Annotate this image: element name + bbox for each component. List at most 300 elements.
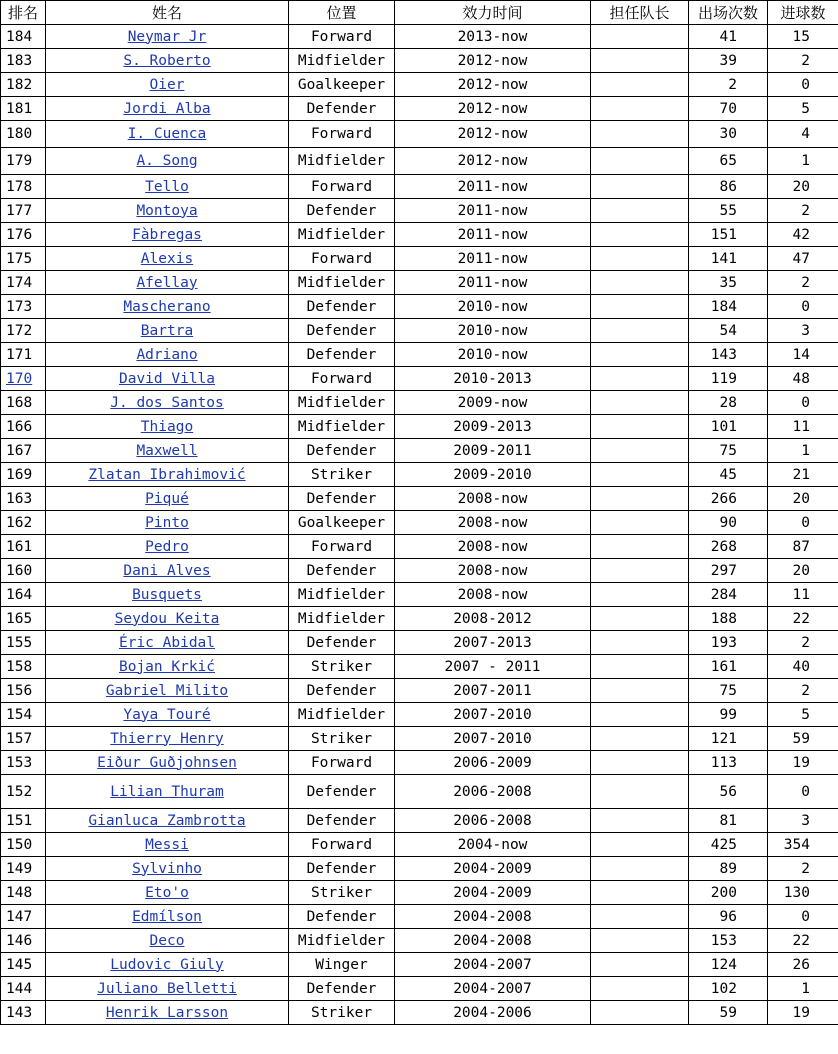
- cell-player-name: [46, 809, 289, 833]
- cell-position: Defender: [289, 319, 395, 343]
- cell-appearances: 96: [689, 905, 768, 929]
- cell-rank-link[interactable]: 170: [6, 370, 33, 387]
- cell-player-name: [46, 1001, 289, 1025]
- cell-rank: 145: [1, 953, 46, 977]
- cell-rank: 161: [1, 535, 46, 559]
- table-row: [1, 97, 838, 121]
- cell-period: 2007-2011: [395, 679, 591, 703]
- cell-period: 2004-2007: [395, 953, 591, 977]
- table-row: [1, 953, 838, 977]
- cell-goals: 2: [768, 49, 838, 73]
- cell-player-name-link[interactable]: Busquets: [132, 586, 202, 603]
- cell-player-name: [46, 73, 289, 97]
- cell-goals: 11: [768, 583, 838, 607]
- cell-period: 2011-now: [395, 199, 591, 223]
- cell-player-name-link[interactable]: Piqué: [145, 490, 189, 507]
- cell-position: Defender: [289, 487, 395, 511]
- cell-captain: [591, 833, 689, 857]
- cell-captain: [591, 953, 689, 977]
- cell-player-name: [46, 881, 289, 905]
- cell-player-name-link[interactable]: Yaya Touré: [123, 706, 211, 723]
- cell-appearances: 101: [689, 415, 768, 439]
- cell-rank: 154: [1, 703, 46, 727]
- table-row: [1, 809, 838, 833]
- cell-player-name: [46, 223, 289, 247]
- cell-captain: [591, 199, 689, 223]
- cell-player-name-link[interactable]: Deco: [149, 932, 185, 949]
- cell-rank: 179: [1, 148, 46, 175]
- table-row: [1, 929, 838, 953]
- cell-player-name-link[interactable]: Bartra: [140, 322, 194, 339]
- cell-period: 2008-now: [395, 535, 591, 559]
- cell-rank: 172: [1, 319, 46, 343]
- table-row: [1, 121, 838, 148]
- cell-player-name: [46, 511, 289, 535]
- cell-appearances: 86: [689, 175, 768, 199]
- cell-period: 2008-now: [395, 559, 591, 583]
- cell-captain: [591, 25, 689, 49]
- table-row: [1, 559, 838, 583]
- cell-period: 2011-now: [395, 247, 591, 271]
- table-row: [1, 271, 838, 295]
- cell-captain: [591, 367, 689, 391]
- cell-captain: [591, 148, 689, 175]
- cell-rank: 147: [1, 905, 46, 929]
- cell-captain: [591, 751, 689, 775]
- cell-captain: [591, 121, 689, 148]
- cell-appearances: 200: [689, 881, 768, 905]
- cell-period: 2007-2013: [395, 631, 591, 655]
- table-row: [1, 415, 838, 439]
- cell-rank: 173: [1, 295, 46, 319]
- table-row: [1, 319, 838, 343]
- cell-rank: 183: [1, 49, 46, 73]
- cell-goals: 47: [768, 247, 838, 271]
- cell-player-name-link[interactable]: Juliano Belletti: [97, 980, 237, 997]
- cell-player-name-link[interactable]: Fàbregas: [132, 226, 202, 243]
- cell-captain: [591, 679, 689, 703]
- cell-period: 2004-2008: [395, 929, 591, 953]
- cell-goals: 59: [768, 727, 838, 751]
- cell-player-name-link[interactable]: Eiður Guðjohnsen: [97, 754, 237, 771]
- cell-position: Forward: [289, 833, 395, 857]
- cell-period: 2006-2008: [395, 775, 591, 809]
- cell-captain: [591, 223, 689, 247]
- cell-appearances: 56: [689, 775, 768, 809]
- cell-captain: [591, 977, 689, 1001]
- cell-position: Midfielder: [289, 703, 395, 727]
- cell-goals: 19: [768, 1001, 838, 1025]
- cell-player-name: [46, 97, 289, 121]
- cell-captain: [591, 73, 689, 97]
- cell-position: Defender: [289, 439, 395, 463]
- cell-appearances: 70: [689, 97, 768, 121]
- table-row: [1, 463, 838, 487]
- cell-player-name-link[interactable]: Mascherano: [123, 298, 211, 315]
- cell-goals: 22: [768, 929, 838, 953]
- cell-period: 2007-2010: [395, 727, 591, 751]
- cell-rank: 175: [1, 247, 46, 271]
- cell-appearances: 193: [689, 631, 768, 655]
- cell-position: Midfielder: [289, 49, 395, 73]
- cell-captain: [591, 631, 689, 655]
- table-body: [1, 25, 838, 1025]
- cell-position: Midfielder: [289, 583, 395, 607]
- cell-position: Midfielder: [289, 929, 395, 953]
- cell-goals: 5: [768, 703, 838, 727]
- cell-player-name: [46, 535, 289, 559]
- cell-player-name-link[interactable]: I. Cuenca: [127, 126, 207, 142]
- cell-player-name: [46, 905, 289, 929]
- cell-captain: [591, 775, 689, 809]
- cell-period: 2004-now: [395, 833, 591, 857]
- cell-position: Defender: [289, 97, 395, 121]
- cell-period: 2004-2009: [395, 881, 591, 905]
- cell-goals: 2: [768, 631, 838, 655]
- cell-period: 2008-now: [395, 511, 591, 535]
- cell-captain: [591, 535, 689, 559]
- cell-captain: [591, 511, 689, 535]
- cell-captain: [591, 929, 689, 953]
- cell-player-name-link[interactable]: Eto'o: [145, 884, 189, 901]
- cell-rank: [1, 367, 46, 391]
- cell-player-name: [46, 857, 289, 881]
- header-appearances: 出场次数: [689, 1, 768, 25]
- cell-goals: 26: [768, 953, 838, 977]
- cell-appearances: 266: [689, 487, 768, 511]
- cell-goals: 4: [768, 121, 838, 148]
- cell-captain: [591, 343, 689, 367]
- cell-position: Defender: [289, 631, 395, 655]
- cell-player-name-link[interactable]: Ludovic Giuly: [110, 956, 224, 973]
- cell-rank: 174: [1, 271, 46, 295]
- cell-player-name: [46, 655, 289, 679]
- cell-goals: 2: [768, 679, 838, 703]
- cell-player-name-link[interactable]: S. Roberto: [123, 52, 211, 69]
- cell-position: Goalkeeper: [289, 73, 395, 97]
- cell-player-name-link[interactable]: Pedro: [145, 538, 189, 555]
- header-row: [1, 1, 838, 25]
- cell-player-name: [46, 271, 289, 295]
- cell-goals: 3: [768, 809, 838, 833]
- cell-rank: 157: [1, 727, 46, 751]
- cell-rank: 163: [1, 487, 46, 511]
- cell-captain: [591, 49, 689, 73]
- cell-player-name-link[interactable]: Sylvinho: [132, 860, 202, 877]
- cell-player-name-link[interactable]: Henrik Larsson: [105, 1004, 229, 1021]
- cell-position: Striker: [289, 727, 395, 751]
- cell-player-name: [46, 367, 289, 391]
- cell-player-name-link[interactable]: Gabriel Milito: [105, 682, 229, 699]
- cell-appearances: 81: [689, 809, 768, 833]
- cell-position: Midfielder: [289, 607, 395, 631]
- cell-goals: 0: [768, 775, 838, 809]
- cell-rank: 148: [1, 881, 46, 905]
- cell-captain: [591, 881, 689, 905]
- cell-appearances: 121: [689, 727, 768, 751]
- cell-player-name: [46, 319, 289, 343]
- cell-captain: [591, 559, 689, 583]
- cell-rank: 158: [1, 655, 46, 679]
- table-row: [1, 148, 838, 175]
- cell-period: 2008-now: [395, 583, 591, 607]
- cell-period: 2010-now: [395, 295, 591, 319]
- cell-player-name: [46, 679, 289, 703]
- cell-player-name: [46, 175, 289, 199]
- cell-player-name: [46, 703, 289, 727]
- cell-period: 2009-now: [395, 391, 591, 415]
- header-name: 姓名: [46, 1, 289, 25]
- cell-period: 2004-2009: [395, 857, 591, 881]
- cell-goals: 87: [768, 535, 838, 559]
- table-row: [1, 583, 838, 607]
- cell-period: 2008-2012: [395, 607, 591, 631]
- cell-captain: [591, 1001, 689, 1025]
- table-row: [1, 655, 838, 679]
- cell-captain: [591, 703, 689, 727]
- cell-goals: 40: [768, 655, 838, 679]
- cell-appearances: 41: [689, 25, 768, 49]
- cell-period: 2007-2010: [395, 703, 591, 727]
- cell-period: 2011-now: [395, 271, 591, 295]
- cell-rank: 181: [1, 97, 46, 121]
- cell-period: 2012-now: [395, 73, 591, 97]
- header-goals: 进球数: [768, 1, 838, 25]
- cell-player-name: [46, 775, 289, 809]
- cell-player-name: [46, 487, 289, 511]
- cell-goals: 130: [768, 881, 838, 905]
- cell-period: 2009-2010: [395, 463, 591, 487]
- cell-captain: [591, 175, 689, 199]
- cell-goals: 0: [768, 391, 838, 415]
- cell-captain: [591, 905, 689, 929]
- table-row: [1, 511, 838, 535]
- cell-period: 2004-2008: [395, 905, 591, 929]
- cell-player-name: [46, 833, 289, 857]
- cell-rank: 167: [1, 439, 46, 463]
- cell-period: 2007 - 2011: [395, 655, 591, 679]
- header-rank: 排名: [1, 1, 46, 25]
- cell-appearances: 425: [689, 833, 768, 857]
- cell-captain: [591, 607, 689, 631]
- cell-rank: 152: [1, 775, 46, 809]
- cell-rank: 171: [1, 343, 46, 367]
- table-row: [1, 751, 838, 775]
- cell-rank: 151: [1, 809, 46, 833]
- cell-goals: 22: [768, 607, 838, 631]
- cell-period: 2010-now: [395, 319, 591, 343]
- cell-appearances: 161: [689, 655, 768, 679]
- cell-position: Forward: [289, 247, 395, 271]
- cell-position: Defender: [289, 343, 395, 367]
- cell-rank: 155: [1, 631, 46, 655]
- cell-appearances: 75: [689, 439, 768, 463]
- cell-position: Forward: [289, 535, 395, 559]
- cell-position: Defender: [289, 977, 395, 1001]
- cell-rank: 180: [1, 121, 46, 148]
- cell-player-name-link[interactable]: Zlatan Ibrahimović: [88, 466, 246, 483]
- cell-appearances: 268: [689, 535, 768, 559]
- cell-player-name: [46, 559, 289, 583]
- cell-player-name-link[interactable]: David Villa: [118, 370, 216, 387]
- cell-player-name-link[interactable]: J. dos Santos: [110, 394, 224, 411]
- cell-period: 2004-2006: [395, 1001, 591, 1025]
- cell-period: 2012-now: [395, 49, 591, 73]
- cell-rank: 165: [1, 607, 46, 631]
- cell-player-name: [46, 953, 289, 977]
- cell-goals: 11: [768, 415, 838, 439]
- cell-period: 2011-now: [395, 175, 591, 199]
- cell-rank: 150: [1, 833, 46, 857]
- cell-captain: [591, 391, 689, 415]
- cell-goals: 1: [768, 977, 838, 1001]
- cell-period: 2006-2009: [395, 751, 591, 775]
- cell-period: 2009-2011: [395, 439, 591, 463]
- cell-position: Defender: [289, 905, 395, 929]
- cell-player-name-link[interactable]: Bojan Krkić: [118, 658, 216, 675]
- table-row: [1, 175, 838, 199]
- cell-appearances: 30: [689, 121, 768, 148]
- table-row: [1, 439, 838, 463]
- cell-player-name-link[interactable]: Maxwell: [136, 442, 198, 459]
- cell-goals: 14: [768, 343, 838, 367]
- cell-player-name-link[interactable]: A. Song: [136, 153, 198, 169]
- cell-player-name-link[interactable]: Thiago: [140, 418, 194, 435]
- cell-goals: 15: [768, 25, 838, 49]
- table-row: [1, 881, 838, 905]
- cell-player-name-link[interactable]: Gianluca Zambrotta: [88, 812, 246, 829]
- cell-player-name-link[interactable]: Montoya: [136, 202, 198, 219]
- cell-rank: 164: [1, 583, 46, 607]
- cell-appearances: 184: [689, 295, 768, 319]
- cell-appearances: 124: [689, 953, 768, 977]
- cell-appearances: 99: [689, 703, 768, 727]
- header-captain: 担任队长: [591, 1, 689, 25]
- cell-player-name-link[interactable]: Oier: [149, 76, 185, 93]
- cell-player-name-link[interactable]: Alexis: [140, 250, 194, 267]
- cell-position: Defender: [289, 809, 395, 833]
- cell-appearances: 297: [689, 559, 768, 583]
- cell-period: 2008-now: [395, 487, 591, 511]
- cell-position: Defender: [289, 857, 395, 881]
- cell-period: 2012-now: [395, 97, 591, 121]
- cell-position: Winger: [289, 953, 395, 977]
- cell-player-name-link[interactable]: Jordi Alba: [123, 100, 211, 117]
- cell-captain: [591, 295, 689, 319]
- cell-player-name: [46, 49, 289, 73]
- cell-goals: 5: [768, 97, 838, 121]
- cell-goals: 0: [768, 511, 838, 535]
- cell-captain: [591, 247, 689, 271]
- cell-goals: 20: [768, 175, 838, 199]
- cell-player-name-link[interactable]: Tello: [145, 178, 189, 195]
- cell-goals: 1: [768, 148, 838, 175]
- cell-captain: [591, 809, 689, 833]
- cell-position: Midfielder: [289, 271, 395, 295]
- table-row: [1, 247, 838, 271]
- table-row: [1, 679, 838, 703]
- cell-goals: 42: [768, 223, 838, 247]
- table-row: [1, 727, 838, 751]
- cell-rank: 156: [1, 679, 46, 703]
- cell-goals: 20: [768, 487, 838, 511]
- cell-player-name: [46, 247, 289, 271]
- cell-appearances: 141: [689, 247, 768, 271]
- cell-appearances: 39: [689, 49, 768, 73]
- cell-period: 2004-2007: [395, 977, 591, 1001]
- cell-player-name-link[interactable]: Dani Alves: [123, 562, 211, 579]
- cell-player-name-link[interactable]: Pinto: [145, 514, 189, 531]
- cell-captain: [591, 463, 689, 487]
- cell-goals: 21: [768, 463, 838, 487]
- cell-player-name-link[interactable]: Seydou Keita: [114, 610, 220, 627]
- cell-period: 2012-now: [395, 121, 591, 148]
- cell-appearances: 284: [689, 583, 768, 607]
- cell-position: Forward: [289, 121, 395, 148]
- cell-goals: 20: [768, 559, 838, 583]
- cell-position: Defender: [289, 679, 395, 703]
- table-row: [1, 703, 838, 727]
- cell-position: Midfielder: [289, 223, 395, 247]
- cell-appearances: 75: [689, 679, 768, 703]
- table-row: [1, 391, 838, 415]
- cell-position: Forward: [289, 25, 395, 49]
- cell-player-name-link[interactable]: Edmílson: [132, 908, 202, 925]
- cell-player-name-link[interactable]: Messi: [145, 836, 189, 853]
- table-row: [1, 535, 838, 559]
- cell-appearances: 65: [689, 148, 768, 175]
- table-row: [1, 295, 838, 319]
- cell-position: Forward: [289, 175, 395, 199]
- cell-player-name-link[interactable]: Thierry Henry: [110, 730, 224, 747]
- cell-appearances: 113: [689, 751, 768, 775]
- cell-player-name: [46, 439, 289, 463]
- cell-player-name: [46, 727, 289, 751]
- cell-player-name-link[interactable]: Lilian Thuram: [110, 783, 224, 800]
- cell-appearances: 119: [689, 367, 768, 391]
- cell-player-name: [46, 295, 289, 319]
- cell-position: Defender: [289, 199, 395, 223]
- cell-player-name: [46, 391, 289, 415]
- cell-appearances: 102: [689, 977, 768, 1001]
- cell-appearances: 59: [689, 1001, 768, 1025]
- cell-rank: 146: [1, 929, 46, 953]
- cell-period: 2013-now: [395, 25, 591, 49]
- cell-position: Striker: [289, 1001, 395, 1025]
- cell-rank: 149: [1, 857, 46, 881]
- table-row: [1, 367, 838, 391]
- cell-captain: [591, 97, 689, 121]
- cell-appearances: 28: [689, 391, 768, 415]
- cell-captain: [591, 319, 689, 343]
- cell-rank: 168: [1, 391, 46, 415]
- cell-player-name-link[interactable]: Neymar Jr: [127, 28, 207, 45]
- cell-position: Midfielder: [289, 415, 395, 439]
- cell-position: Midfielder: [289, 391, 395, 415]
- cell-rank: 153: [1, 751, 46, 775]
- table-row: [1, 607, 838, 631]
- cell-rank: 184: [1, 25, 46, 49]
- cell-player-name-link[interactable]: Adriano: [136, 346, 198, 363]
- cell-position: Midfielder: [289, 148, 395, 175]
- cell-player-name: [46, 583, 289, 607]
- cell-appearances: 55: [689, 199, 768, 223]
- cell-player-name: [46, 148, 289, 175]
- cell-player-name-link[interactable]: Éric Abidal: [118, 634, 216, 651]
- cell-goals: 48: [768, 367, 838, 391]
- cell-rank: 143: [1, 1001, 46, 1025]
- cell-player-name-link[interactable]: Afellay: [136, 274, 198, 291]
